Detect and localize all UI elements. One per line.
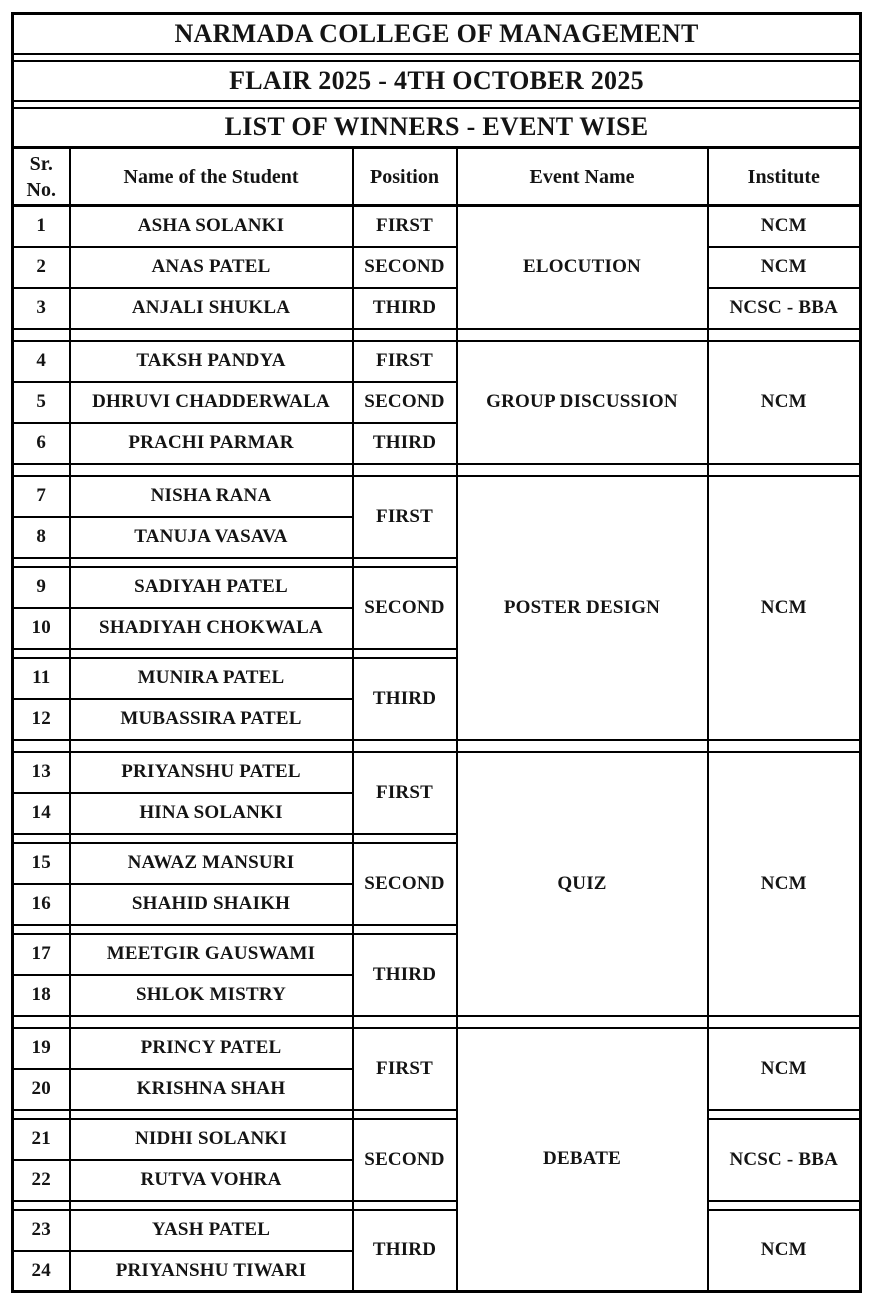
student-name-cell: RUTVA VOHRA xyxy=(70,1160,353,1201)
position-cell: SECOND xyxy=(353,1119,457,1201)
separator-cell xyxy=(13,649,70,658)
table-row xyxy=(13,1028,861,1069)
sr-cell: 24 xyxy=(13,1251,70,1292)
student-name-cell: YASH PATEL xyxy=(70,1210,353,1251)
sr-cell: 15 xyxy=(13,843,70,884)
separator-cell xyxy=(708,1016,861,1028)
separator-cell xyxy=(353,1110,457,1119)
separator-cell xyxy=(70,925,353,934)
separator-cell xyxy=(13,101,861,108)
institute-cell: NCSC - BBA xyxy=(708,288,861,329)
student-name-cell: ANAS PATEL xyxy=(70,247,353,288)
separator-cell xyxy=(353,1201,457,1210)
separator-cell xyxy=(13,54,861,61)
separator-cell xyxy=(353,834,457,843)
student-name-cell: MUNIRA PATEL xyxy=(70,658,353,699)
sr-cell: 23 xyxy=(13,1210,70,1251)
sr-cell: 14 xyxy=(13,793,70,834)
student-name-cell: SHLOK MISTRY xyxy=(70,975,353,1016)
student-name-cell: SADIYAH PATEL xyxy=(70,567,353,608)
student-name-cell: NAWAZ MANSURI xyxy=(70,843,353,884)
student-name-cell: TANUJA VASAVA xyxy=(70,517,353,558)
separator-cell xyxy=(353,464,457,476)
column-header-row xyxy=(13,148,861,206)
student-name-cell: TAKSH PANDYA xyxy=(70,341,353,382)
group-separator-row xyxy=(13,740,861,752)
sr-cell: 17 xyxy=(13,934,70,975)
separator-cell xyxy=(13,740,70,752)
institute-cell: NCM xyxy=(708,247,861,288)
student-name-cell: KRISHNA SHAH xyxy=(70,1069,353,1110)
student-name-cell: ANJALI SHUKLA xyxy=(70,288,353,329)
separator-cell xyxy=(708,740,861,752)
table-row xyxy=(13,247,861,288)
separator-cell xyxy=(353,329,457,341)
separator-cell xyxy=(353,558,457,567)
sr-cell: 5 xyxy=(13,382,70,423)
institute-cell: NCM xyxy=(708,752,861,1016)
group-separator-row xyxy=(13,329,861,341)
position-cell: FIRST xyxy=(353,476,457,558)
table-row xyxy=(13,1210,861,1251)
separator-cell xyxy=(13,329,70,341)
position-cell: FIRST xyxy=(353,206,457,247)
separator-cell xyxy=(708,329,861,341)
title-row-event xyxy=(13,61,861,101)
sr-cell: 22 xyxy=(13,1160,70,1201)
separator-cell xyxy=(70,558,353,567)
sr-cell: 2 xyxy=(13,247,70,288)
winners-table xyxy=(11,12,862,1293)
separator-cell xyxy=(13,464,70,476)
sr-cell: 21 xyxy=(13,1119,70,1160)
table-row xyxy=(13,341,861,382)
student-name-cell: PRACHI PARMAR xyxy=(70,423,353,464)
title-row-list xyxy=(13,108,861,148)
separator-cell xyxy=(353,649,457,658)
institute-cell: NCM xyxy=(708,476,861,740)
student-name-cell: DHRUVI CHADDERWALA xyxy=(70,382,353,423)
separator-cell xyxy=(70,740,353,752)
institute-cell: NCM xyxy=(708,206,861,247)
sr-cell: 18 xyxy=(13,975,70,1016)
title-row-college xyxy=(13,14,861,54)
sr-cell: 1 xyxy=(13,206,70,247)
college-title: NARMADA COLLEGE OF MANAGEMENT xyxy=(13,14,861,54)
position-cell: FIRST xyxy=(353,1028,457,1110)
separator-cell xyxy=(708,464,861,476)
student-name-cell: PRIYANSHU PATEL xyxy=(70,752,353,793)
student-name-cell: SHAHID SHAIKH xyxy=(70,884,353,925)
pair-separator-row xyxy=(13,1110,861,1119)
sr-cell: 16 xyxy=(13,884,70,925)
col-header-institute: Institute xyxy=(708,148,861,206)
position-cell: THIRD xyxy=(353,423,457,464)
position-cell: SECOND xyxy=(353,843,457,925)
pair-separator-row xyxy=(13,1201,861,1210)
position-cell: THIRD xyxy=(353,934,457,1016)
student-name-cell: NISHA RANA xyxy=(70,476,353,517)
table-row xyxy=(13,1119,861,1160)
position-cell: SECOND xyxy=(353,247,457,288)
student-name-cell: MUBASSIRA PATEL xyxy=(70,699,353,740)
separator-cell xyxy=(70,1110,353,1119)
student-name-cell: SHADIYAH CHOKWALA xyxy=(70,608,353,649)
separator-cell xyxy=(70,464,353,476)
position-cell: THIRD xyxy=(353,1210,457,1292)
separator-cell xyxy=(70,834,353,843)
sr-cell: 7 xyxy=(13,476,70,517)
separator-cell xyxy=(13,558,70,567)
sr-cell: 13 xyxy=(13,752,70,793)
separator-cell xyxy=(70,1016,353,1028)
position-cell: SECOND xyxy=(353,382,457,423)
sr-cell: 10 xyxy=(13,608,70,649)
title-separator-row xyxy=(13,54,861,61)
event-name-cell: GROUP DISCUSSION xyxy=(457,341,708,464)
separator-cell xyxy=(457,329,708,341)
student-name-cell: PRINCY PATEL xyxy=(70,1028,353,1069)
student-name-cell: PRIYANSHU TIWARI xyxy=(70,1251,353,1292)
separator-cell xyxy=(70,1201,353,1210)
separator-cell xyxy=(353,740,457,752)
separator-cell xyxy=(13,1110,70,1119)
event-name-cell: POSTER DESIGN xyxy=(457,476,708,740)
sr-cell: 12 xyxy=(13,699,70,740)
table-row xyxy=(13,206,861,247)
separator-cell xyxy=(708,1201,861,1210)
position-cell: FIRST xyxy=(353,341,457,382)
separator-cell xyxy=(457,1016,708,1028)
event-name-cell: QUIZ xyxy=(457,752,708,1016)
position-cell: SECOND xyxy=(353,567,457,649)
col-header-student-name: Name of the Student xyxy=(70,148,353,206)
separator-cell xyxy=(13,925,70,934)
separator-cell xyxy=(70,649,353,658)
group-separator-row xyxy=(13,464,861,476)
student-name-cell: NIDHI SOLANKI xyxy=(70,1119,353,1160)
col-header-position: Position xyxy=(353,148,457,206)
sr-cell: 3 xyxy=(13,288,70,329)
event-name-cell: ELOCUTION xyxy=(457,206,708,329)
event-date-title: FLAIR 2025 - 4TH OCTOBER 2025 xyxy=(13,61,861,101)
student-name-cell: HINA SOLANKI xyxy=(70,793,353,834)
student-name-cell: MEETGIR GAUSWAMI xyxy=(70,934,353,975)
institute-cell: NCSC - BBA xyxy=(708,1119,861,1201)
separator-cell xyxy=(708,1110,861,1119)
col-header-sr-no: Sr. No. xyxy=(13,148,70,206)
position-cell: THIRD xyxy=(353,288,457,329)
separator-cell xyxy=(457,740,708,752)
institute-cell: NCM xyxy=(708,341,861,464)
student-name-cell: ASHA SOLANKI xyxy=(70,206,353,247)
sr-cell: 8 xyxy=(13,517,70,558)
table-row xyxy=(13,288,861,329)
separator-cell xyxy=(13,1201,70,1210)
institute-cell: NCM xyxy=(708,1028,861,1110)
sr-cell: 6 xyxy=(13,423,70,464)
col-header-event-name: Event Name xyxy=(457,148,708,206)
sr-cell: 20 xyxy=(13,1069,70,1110)
sr-cell: 19 xyxy=(13,1028,70,1069)
event-name-cell: DEBATE xyxy=(457,1028,708,1292)
position-cell: THIRD xyxy=(353,658,457,740)
table-row xyxy=(13,752,861,793)
sr-cell: 4 xyxy=(13,341,70,382)
institute-cell: NCM xyxy=(708,1210,861,1292)
separator-cell xyxy=(13,1016,70,1028)
separator-cell xyxy=(353,925,457,934)
sr-cell: 11 xyxy=(13,658,70,699)
separator-cell xyxy=(13,834,70,843)
sr-cell: 9 xyxy=(13,567,70,608)
table-row xyxy=(13,476,861,517)
separator-cell xyxy=(70,329,353,341)
position-cell: FIRST xyxy=(353,752,457,834)
separator-cell xyxy=(353,1016,457,1028)
list-title: LIST OF WINNERS - EVENT WISE xyxy=(13,108,861,148)
separator-cell xyxy=(457,464,708,476)
title-separator-row xyxy=(13,101,861,108)
group-separator-row xyxy=(13,1016,861,1028)
